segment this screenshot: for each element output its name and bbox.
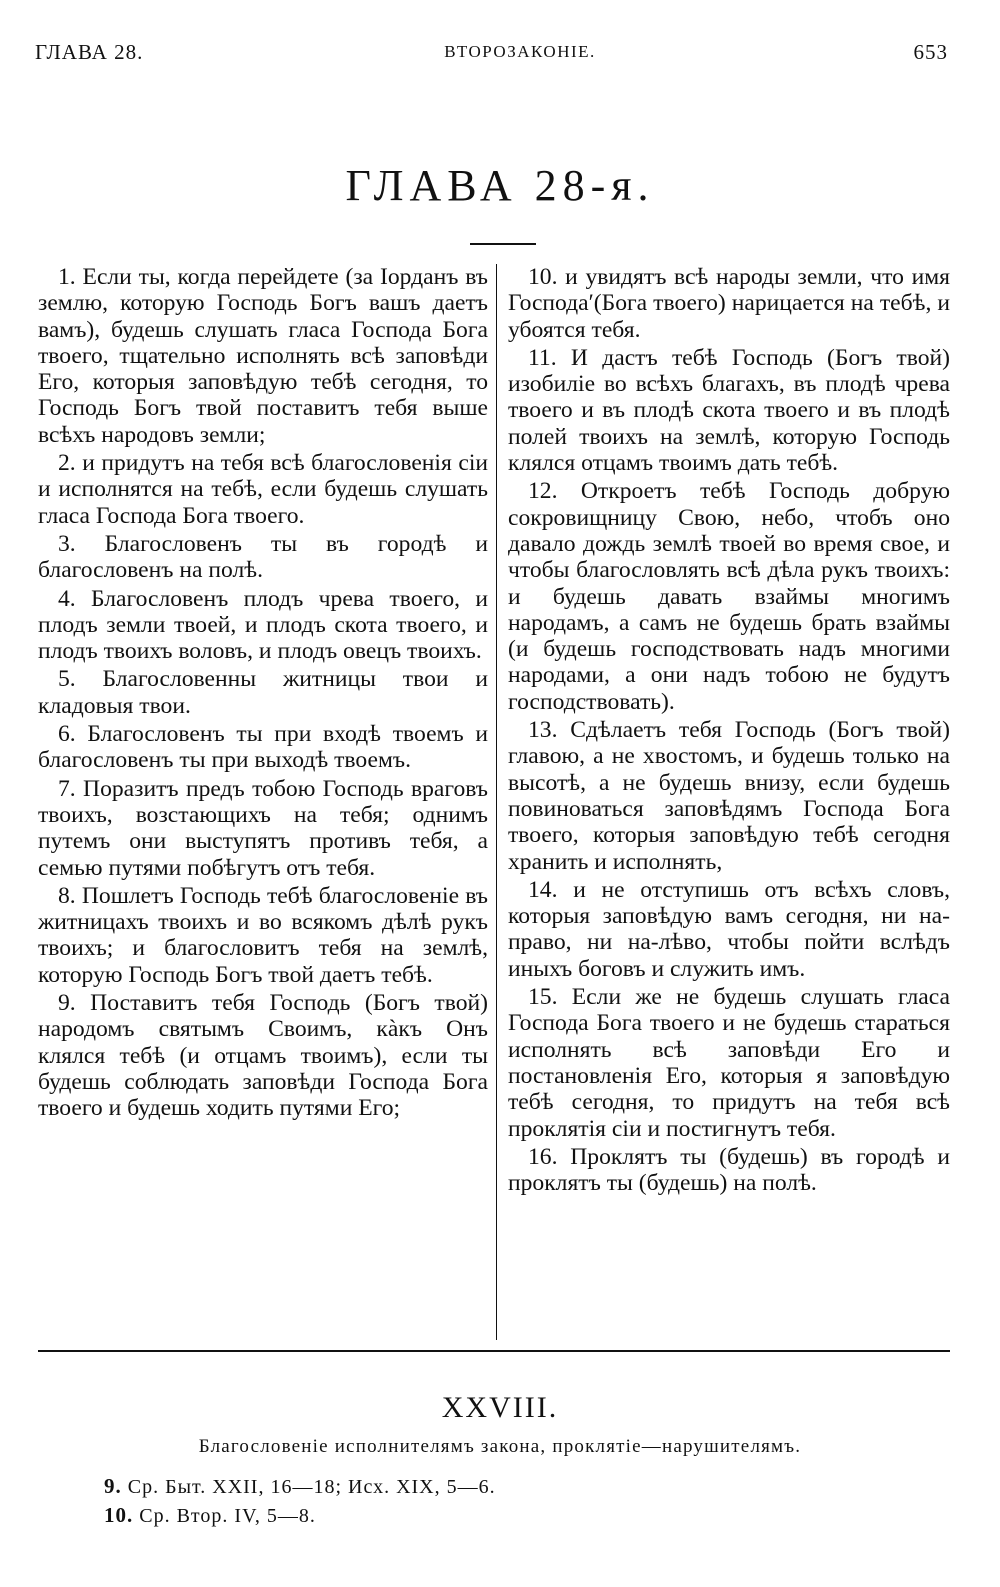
reference-line	[104, 1472, 496, 1501]
verse-8: 8. Пошлетъ Господь тебѣ благословеніе въ житницахъ твоихъ и во всякомъ дѣлѣ рукъ твоихъ; и благословитъ тебя на землѣ, которую Господь Богъ твой даетъ тебѣ.	[38, 882, 488, 988]
page-number: 653	[913, 40, 948, 64]
left-column	[38, 264, 488, 1124]
running-head-book-title: ВТОРОЗАКОНІЕ.	[444, 42, 596, 61]
verse-6: 6. Благословенъ ты при входѣ твоемъ и благословенъ ты при выходѣ твоемъ.	[38, 721, 488, 774]
verse-16: 16. Проклятъ ты (будешь) въ городѣ и проклятъ ты (будешь) на полѣ.	[508, 1143, 950, 1197]
reference-verse-number: 10.	[104, 1503, 134, 1527]
verse-10: 10. и увидятъ всѣ народы земли, что имя Господа′(Бога твоего) нарицается на тебѣ, и убоятся тебя.	[508, 264, 950, 343]
section-summary: Благословеніе исполнителямъ закона, проклятіе—нарушителямъ.	[198, 1436, 802, 1457]
right-column	[508, 264, 950, 1198]
reference-text: Ср. Быт. XXII, 16—18; Исх. XIX, 5—6.	[127, 1476, 496, 1498]
verse-15: 15. Если же не будешь слушать гласа Господа Бога твоего и не будешь стараться исполнять всѣ заповѣди Его и постановленія Его, которыя я заповѣдую тебѣ сегодня, то придутъ на тебя всѣ проклятія сіи и постигнутъ тебя.	[508, 984, 950, 1142]
text-columns	[38, 264, 950, 1340]
section-numeral: XXVIII.	[441, 1391, 559, 1424]
verse-13: 13. Сдѣлаетъ тебя Господь (Богъ твой) главою, а не хвостомъ, и будешь только на высотѣ, а не будешь внизу, если будешь повиноваться заповѣдямъ Господа Бога твоего, которыя заповѣдую тебѣ сегодня хранить и исполнять,	[508, 717, 950, 875]
reference-line	[104, 1501, 496, 1530]
column-divider	[496, 264, 497, 1340]
verse-2: 2. и придутъ на тебя всѣ благословенія сіи и исполнятся на тебѣ, если будешь слушать гласа Господа Бога твоего.	[38, 450, 488, 529]
verse-11: 11. И дастъ тебѣ Господь (Богъ твой) изобиліе во всѣхъ благахъ, въ плодѣ чрева твоего и въ плодѣ скота твоего и въ плодѣ полей твоихъ на землѣ, которую Господь клялся отцамъ твоимъ дать тебѣ.	[508, 344, 950, 477]
verse-3: 3. Благословенъ ты въ городѣ и благословенъ на полѣ.	[38, 530, 488, 584]
reference-verse-number: 9.	[104, 1474, 122, 1498]
title-rule	[470, 243, 536, 245]
running-head-chapter: ГЛАВА 28.	[35, 40, 144, 64]
footnote-rule	[38, 1350, 950, 1352]
verse-12: 12. Откроетъ тебѣ Господь добрую сокровищницу Свою, небо, чтобъ оно давало дождь землѣ твоей во время свое, и чтобы благословлять всѣ дѣла рукъ твоихъ: и будешь давать взаймы многимъ народамъ, а самъ не будешь брать взаймы (и будешь господствовать надъ многими народами, а они надъ тобою не будутъ господствовать).	[508, 478, 950, 715]
verse-4: 4. Благословенъ плодъ чрева твоего, и плодъ земли твоей, и плодъ скота твоего, и плодъ твоихъ воловъ, и плодъ овецъ твоихъ.	[38, 585, 488, 665]
verse-5: 5. Благословенны житницы твои и кладовыя твои.	[38, 666, 488, 719]
chapter-title: ГЛАВА 28-я.	[345, 161, 655, 210]
verse-7: 7. Поразитъ предъ тобою Господь враговъ твоихъ, возстающихъ на тебя; однимъ путемъ они выступятъ противъ тебя, а семью путями побѣгутъ отъ тебя.	[38, 775, 488, 881]
verse-9: 9. Поставитъ тебя Господь (Богъ твой) народомъ святымъ Своимъ, кàкъ Онъ клялся тебѣ (и отцамъ твоимъ), если ты будешь соблюдать заповѣди Господа Бога твоего и будешь ходить путями Его;	[38, 990, 488, 1122]
cross-references	[104, 1472, 496, 1530]
reference-text: Ср. Втор. IV, 5—8.	[139, 1505, 316, 1527]
verse-1: 1. Если ты, когда перейдете (за Іорданъ въ землю, которую Господь Богъ вашъ даетъ вамъ), будешь слушать гласа Господа Бога твоего, тщательно исполнять всѣ заповѣди Его, которыя заповѣдую тебѣ сегодня, то Господь Богъ твой поставитъ тебя выше всѣхъ народовъ земли;	[38, 264, 488, 448]
running-head	[35, 40, 948, 70]
verse-14: 14. и не отступишь отъ всѣхъ словъ, которыя заповѣдую вамъ сегодня, ни на-право, ни на-лѣво, чтобы пойти вслѣдъ иныхъ боговъ и служить имъ.	[508, 876, 950, 982]
